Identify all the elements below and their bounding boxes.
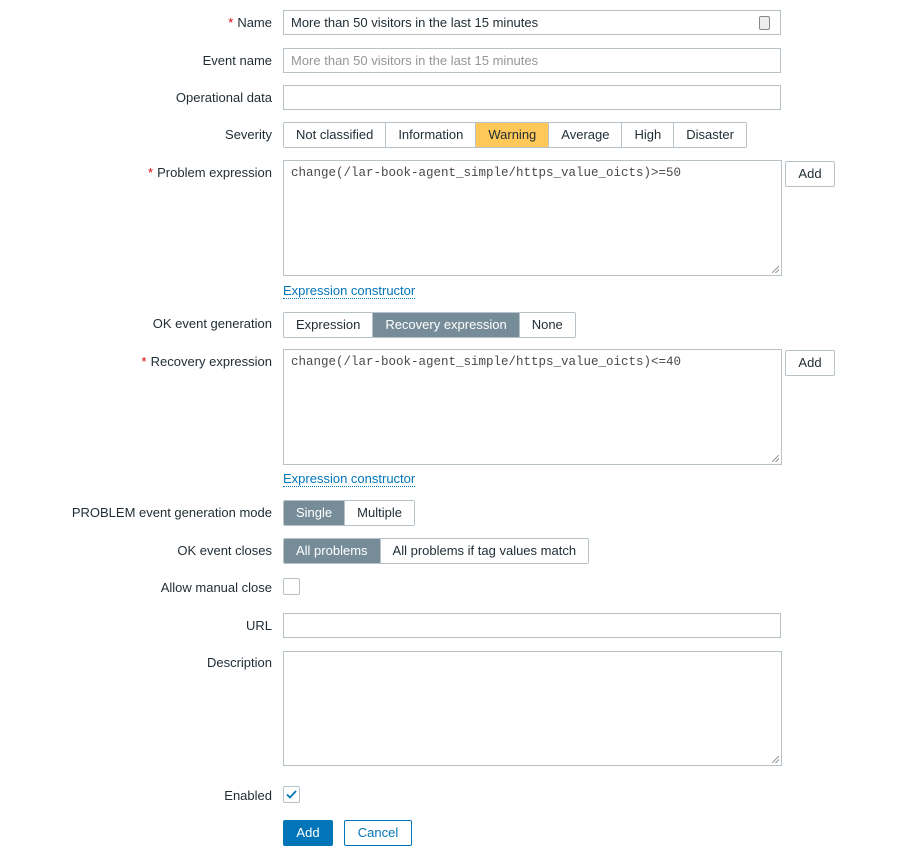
ok-event-closes-selector xyxy=(283,538,589,564)
required-marker: * xyxy=(148,165,154,180)
problem-expression-constructor-link[interactable]: Expression constructor xyxy=(283,283,416,298)
problem-mode-label: PROBLEM event generation mode xyxy=(71,505,272,520)
problem-mode-multiple[interactable]: Multiple xyxy=(345,501,414,525)
enabled-checkbox[interactable] xyxy=(283,786,300,803)
problem-expression-add-button[interactable]: Add xyxy=(785,161,835,187)
problem-mode-single[interactable]: Single xyxy=(284,501,345,525)
enabled-label: Enabled xyxy=(224,788,272,803)
ok-event-closes-label: OK event closes xyxy=(177,543,272,558)
ok-closes-all-problems[interactable]: All problems xyxy=(284,539,381,563)
ok-gen-expression[interactable]: Expression xyxy=(284,313,373,337)
name-label xyxy=(228,15,272,31)
required-marker: * xyxy=(141,354,147,369)
cancel-button[interactable]: Cancel xyxy=(344,820,412,846)
ok-event-generation-label: OK event generation xyxy=(152,316,272,331)
recovery-expression-value: change(/lar-book-agent_simple/https_value_oicts)<=40 xyxy=(291,355,682,369)
ok-closes-tag-match[interactable]: All problems if tag values match xyxy=(381,539,589,563)
operational-data-label: Operational data xyxy=(175,90,272,105)
recovery-expression-label-text: Recovery expression xyxy=(150,354,272,369)
description-label: Description xyxy=(206,655,272,670)
severity-disaster[interactable]: Disaster xyxy=(674,123,746,147)
name-value: More than 50 visitors in the last 15 minutes xyxy=(291,15,539,30)
ok-gen-recovery-expression[interactable]: Recovery expression xyxy=(373,313,519,337)
name-input[interactable] xyxy=(283,10,781,35)
recovery-expression-constructor-link[interactable]: Expression constructor xyxy=(283,471,416,486)
manual-close-checkbox[interactable] xyxy=(283,578,300,595)
event-name-input[interactable] xyxy=(283,48,781,73)
recovery-expression-label xyxy=(142,354,272,370)
url-input[interactable] xyxy=(283,613,781,638)
severity-label: Severity xyxy=(225,127,272,142)
event-name-label: Event name xyxy=(202,53,272,68)
resize-handle-icon[interactable] xyxy=(772,756,779,763)
ok-event-generation-selector xyxy=(283,312,576,338)
url-label: URL xyxy=(245,618,272,633)
checkmark-icon xyxy=(284,787,299,802)
problem-mode-selector xyxy=(283,500,415,526)
macro-icon[interactable] xyxy=(759,16,770,30)
severity-selector xyxy=(283,122,747,148)
problem-expression-label xyxy=(148,165,272,181)
add-button[interactable]: Add xyxy=(283,820,333,846)
operational-data-input[interactable] xyxy=(283,85,781,110)
resize-handle-icon[interactable] xyxy=(772,266,779,273)
description-textarea[interactable] xyxy=(283,651,782,766)
name-label-text: Name xyxy=(237,15,272,30)
severity-high[interactable]: High xyxy=(622,123,674,147)
problem-expression-textarea[interactable] xyxy=(283,160,782,276)
problem-expression-label-text: Problem expression xyxy=(157,165,272,180)
severity-warning[interactable]: Warning xyxy=(476,123,549,147)
recovery-expression-textarea[interactable] xyxy=(283,349,782,465)
event-name-placeholder: More than 50 visitors in the last 15 minutes xyxy=(291,53,539,68)
severity-information[interactable]: Information xyxy=(386,123,476,147)
severity-average[interactable]: Average xyxy=(549,123,622,147)
recovery-expression-add-button[interactable]: Add xyxy=(785,350,835,376)
resize-handle-icon[interactable] xyxy=(772,455,779,462)
ok-gen-none[interactable]: None xyxy=(520,313,575,337)
severity-not-classified[interactable]: Not classified xyxy=(284,123,386,147)
required-marker: * xyxy=(228,15,234,30)
problem-expression-value: change(/lar-book-agent_simple/https_value_oicts)>=50 xyxy=(291,166,682,180)
manual-close-label: Allow manual close xyxy=(160,580,272,595)
